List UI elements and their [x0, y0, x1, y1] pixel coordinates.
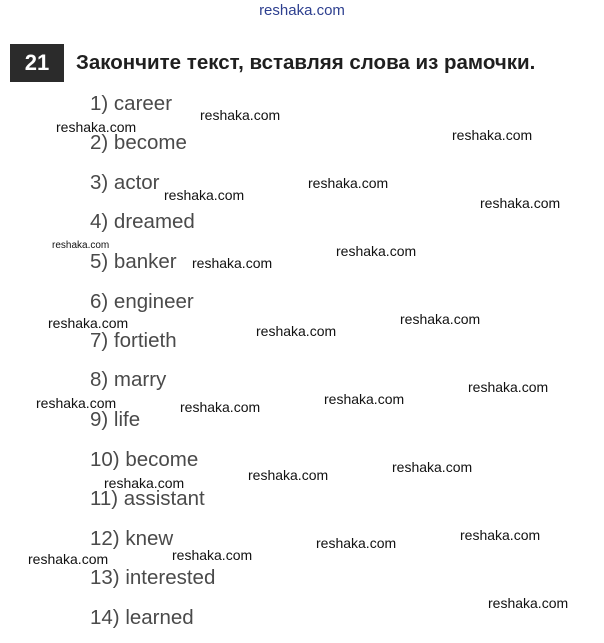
watermark: reshaka.com	[180, 399, 261, 415]
answer-item: 6) engineer	[90, 290, 194, 313]
task-number-badge: 21	[10, 44, 64, 82]
watermark: reshaka.com	[468, 379, 549, 395]
task-header	[10, 44, 535, 82]
watermark: reshaka.com	[324, 391, 405, 407]
watermark: reshaka.com	[200, 107, 281, 123]
watermark: reshaka.com	[400, 311, 481, 327]
answer-item: 13) interested	[90, 566, 216, 589]
watermark: reshaka.com	[308, 175, 389, 191]
answer-item: 9) life	[90, 408, 141, 431]
watermark: reshaka.com	[256, 323, 337, 339]
watermark: reshaka.com	[248, 467, 329, 483]
watermark: reshaka.com	[52, 240, 110, 251]
watermark: reshaka.com	[480, 195, 561, 211]
answer-item: 14) learned	[90, 606, 194, 629]
watermark: reshaka.com	[36, 395, 117, 411]
watermark: reshaka.com	[336, 243, 417, 259]
watermark: reshaka.com	[164, 187, 245, 203]
answer-item: 2) become	[90, 131, 187, 154]
answer-item: 4) dreamed	[90, 210, 195, 233]
answer-item: 11) assistant	[90, 487, 205, 510]
watermark: reshaka.com	[104, 475, 185, 491]
watermark: reshaka.com	[488, 595, 569, 611]
watermark: reshaka.com	[172, 547, 253, 563]
watermark: reshaka.com	[28, 551, 109, 567]
answer-item: 5) banker	[90, 250, 177, 273]
answer-item: 1) career	[90, 92, 173, 115]
watermark: reshaka.com	[48, 315, 129, 331]
answer-item: 12) knew	[90, 527, 174, 550]
watermark: reshaka.com	[192, 255, 273, 271]
answer-item: 10) become	[90, 448, 199, 471]
watermark: reshaka.com	[316, 535, 397, 551]
watermark: reshaka.com	[392, 459, 473, 475]
task-instruction: Закончите текст, вставляя слова из рамочки.	[76, 51, 536, 74]
watermark: reshaka.com	[460, 527, 541, 543]
watermark: reshaka.com	[452, 127, 533, 143]
answer-item: 8) marry	[90, 368, 167, 391]
header-watermark: reshaka.com	[259, 2, 345, 19]
watermark: reshaka.com	[56, 119, 137, 135]
answer-item: 3) actor	[90, 171, 160, 194]
answer-item: 7) fortieth	[90, 329, 177, 352]
